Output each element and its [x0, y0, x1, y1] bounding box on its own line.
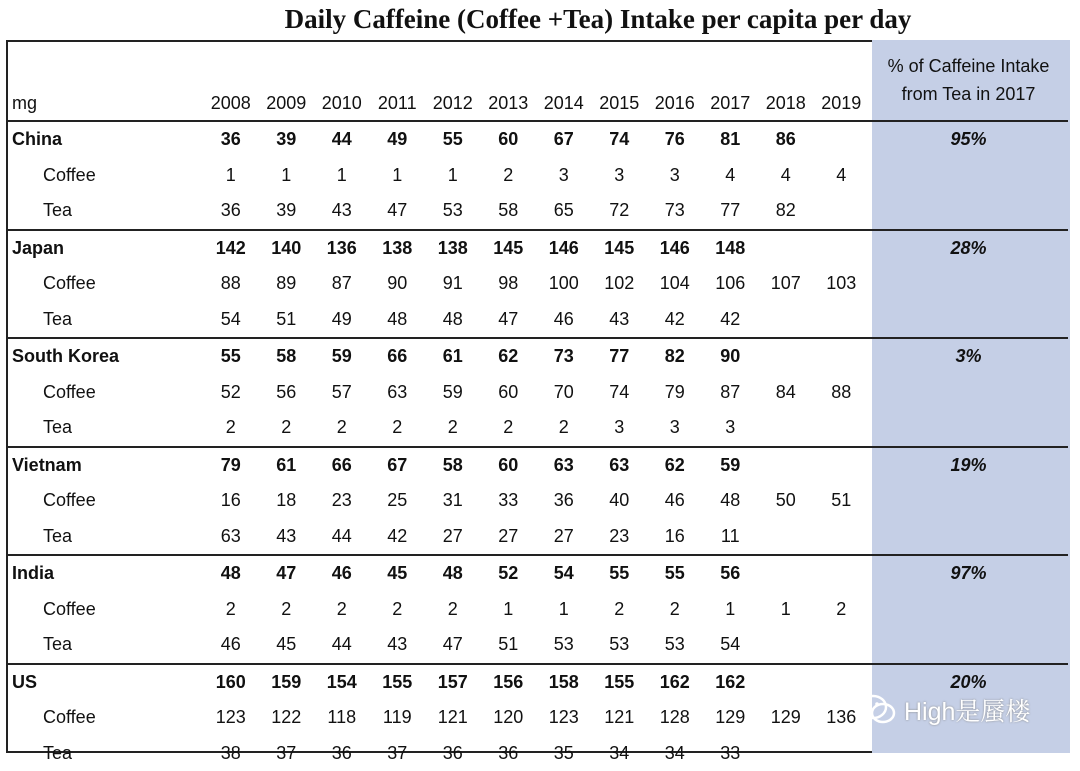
value-cell: 47 — [481, 302, 537, 339]
value-cell — [814, 193, 870, 230]
value-cell: 2 — [536, 410, 592, 447]
value-cell: 1 — [758, 592, 814, 628]
value-cell: 63 — [592, 447, 648, 484]
country-label: South Korea — [6, 338, 203, 375]
value-cell: 36 — [481, 736, 537, 771]
value-cell: 38 — [203, 736, 259, 771]
value-cell: 37 — [370, 736, 426, 771]
pct-empty-cell — [869, 736, 1068, 771]
value-cell: 63 — [203, 519, 259, 556]
value-cell: 81 — [703, 121, 759, 158]
value-cell: 46 — [203, 627, 259, 664]
value-cell: 46 — [536, 302, 592, 339]
tea-label: Tea — [6, 627, 203, 664]
value-cell: 86 — [758, 121, 814, 158]
value-cell: 91 — [425, 266, 481, 302]
value-cell: 104 — [647, 266, 703, 302]
country-label: Japan — [6, 230, 203, 267]
table-row — [6, 627, 1068, 664]
value-cell: 27 — [536, 519, 592, 556]
value-cell: 43 — [259, 519, 315, 556]
value-cell: 53 — [592, 627, 648, 664]
table-row — [6, 483, 1068, 519]
value-cell: 43 — [370, 627, 426, 664]
value-cell: 52 — [481, 555, 537, 592]
year-header: 2018 — [758, 40, 814, 121]
value-cell — [814, 121, 870, 158]
value-cell — [758, 555, 814, 592]
value-cell: 155 — [592, 664, 648, 701]
value-cell: 3 — [592, 158, 648, 194]
country-label: Vietnam — [6, 447, 203, 484]
value-cell — [758, 736, 814, 771]
pct-header — [869, 40, 1068, 121]
table-row — [6, 338, 1068, 375]
value-cell: 2 — [259, 410, 315, 447]
value-cell: 4 — [814, 158, 870, 194]
wechat-icon — [858, 693, 898, 727]
value-cell: 146 — [647, 230, 703, 267]
value-cell: 82 — [758, 193, 814, 230]
value-cell: 136 — [314, 230, 370, 267]
coffee-label: Coffee — [6, 592, 203, 628]
value-cell: 59 — [425, 375, 481, 411]
value-cell — [758, 447, 814, 484]
year-header: 2019 — [814, 40, 870, 121]
value-cell — [758, 302, 814, 339]
value-cell: 77 — [703, 193, 759, 230]
value-cell — [814, 555, 870, 592]
value-cell: 48 — [425, 302, 481, 339]
value-cell: 60 — [481, 121, 537, 158]
year-header: 2016 — [647, 40, 703, 121]
value-cell: 3 — [647, 410, 703, 447]
tea-label: Tea — [6, 410, 203, 447]
value-cell: 2 — [425, 592, 481, 628]
value-cell: 58 — [259, 338, 315, 375]
value-cell: 73 — [647, 193, 703, 230]
value-cell: 46 — [314, 555, 370, 592]
table-row — [6, 230, 1068, 267]
value-cell: 1 — [203, 158, 259, 194]
value-cell: 146 — [536, 230, 592, 267]
tea-share-cell: 97% — [869, 555, 1068, 592]
value-cell: 2 — [370, 410, 426, 447]
value-cell: 49 — [370, 121, 426, 158]
value-cell: 2 — [203, 592, 259, 628]
value-cell: 72 — [592, 193, 648, 230]
value-cell — [758, 230, 814, 267]
value-cell — [758, 410, 814, 447]
value-cell: 63 — [536, 447, 592, 484]
value-cell: 1 — [370, 158, 426, 194]
value-cell: 74 — [592, 121, 648, 158]
value-cell: 2 — [814, 592, 870, 628]
value-cell: 90 — [370, 266, 426, 302]
value-cell: 128 — [647, 700, 703, 736]
value-cell: 44 — [314, 627, 370, 664]
value-cell: 47 — [425, 627, 481, 664]
value-cell: 129 — [703, 700, 759, 736]
value-cell: 63 — [370, 375, 426, 411]
value-cell: 88 — [203, 266, 259, 302]
value-cell: 27 — [481, 519, 537, 556]
value-cell: 50 — [758, 483, 814, 519]
value-cell: 79 — [203, 447, 259, 484]
value-cell: 2 — [259, 592, 315, 628]
value-cell: 36 — [314, 736, 370, 771]
country-label: US — [6, 664, 203, 701]
value-cell: 120 — [481, 700, 537, 736]
value-cell: 2 — [314, 410, 370, 447]
value-cell: 60 — [481, 375, 537, 411]
pct-empty-cell — [869, 627, 1068, 664]
table-row — [6, 158, 1068, 194]
value-cell: 61 — [425, 338, 481, 375]
country-label: China — [6, 121, 203, 158]
value-cell: 79 — [647, 375, 703, 411]
pct-empty-cell — [869, 410, 1068, 447]
value-cell: 48 — [203, 555, 259, 592]
value-cell: 16 — [203, 483, 259, 519]
value-cell: 129 — [758, 700, 814, 736]
value-cell: 119 — [370, 700, 426, 736]
tea-share-cell: 28% — [869, 230, 1068, 267]
value-cell: 142 — [203, 230, 259, 267]
watermark-text: High是蜃楼 — [904, 692, 1030, 728]
value-cell: 43 — [314, 193, 370, 230]
value-cell: 42 — [370, 519, 426, 556]
value-cell: 107 — [758, 266, 814, 302]
value-cell: 2 — [481, 158, 537, 194]
value-cell: 25 — [370, 483, 426, 519]
value-cell: 43 — [592, 302, 648, 339]
coffee-label: Coffee — [6, 266, 203, 302]
value-cell: 34 — [592, 736, 648, 771]
value-cell: 35 — [536, 736, 592, 771]
value-cell — [814, 302, 870, 339]
value-cell: 158 — [536, 664, 592, 701]
value-cell: 54 — [536, 555, 592, 592]
year-header: 2014 — [536, 40, 592, 121]
value-cell — [758, 627, 814, 664]
tea-label: Tea — [6, 302, 203, 339]
coffee-label: Coffee — [6, 483, 203, 519]
value-cell: 73 — [536, 338, 592, 375]
value-cell: 3 — [647, 158, 703, 194]
value-cell: 57 — [314, 375, 370, 411]
value-cell: 58 — [425, 447, 481, 484]
value-cell: 37 — [259, 736, 315, 771]
value-cell: 59 — [314, 338, 370, 375]
pct-empty-cell — [869, 483, 1068, 519]
value-cell: 82 — [647, 338, 703, 375]
value-cell: 77 — [592, 338, 648, 375]
value-cell: 136 — [814, 700, 870, 736]
value-cell: 55 — [647, 555, 703, 592]
value-cell: 16 — [647, 519, 703, 556]
value-cell: 84 — [758, 375, 814, 411]
value-cell: 31 — [425, 483, 481, 519]
value-cell: 1 — [425, 158, 481, 194]
value-cell: 1 — [703, 592, 759, 628]
value-cell: 123 — [203, 700, 259, 736]
value-cell: 121 — [592, 700, 648, 736]
table-row — [6, 592, 1068, 628]
value-cell — [758, 664, 814, 701]
table-row — [6, 410, 1068, 447]
value-cell — [814, 736, 870, 771]
value-cell: 58 — [481, 193, 537, 230]
watermark — [858, 690, 1030, 730]
tea-share-cell: 3% — [869, 338, 1068, 375]
table-row — [6, 375, 1068, 411]
year-header: 2009 — [259, 40, 315, 121]
value-cell: 18 — [259, 483, 315, 519]
tea-share-cell: 20% — [869, 664, 1068, 701]
value-cell: 39 — [259, 193, 315, 230]
value-cell: 48 — [370, 302, 426, 339]
value-cell: 89 — [259, 266, 315, 302]
value-cell: 154 — [314, 664, 370, 701]
value-cell: 87 — [703, 375, 759, 411]
value-cell — [814, 230, 870, 267]
value-cell: 61 — [259, 447, 315, 484]
value-cell: 2 — [314, 592, 370, 628]
value-cell: 51 — [481, 627, 537, 664]
value-cell: 45 — [370, 555, 426, 592]
value-cell — [814, 519, 870, 556]
value-cell: 1 — [259, 158, 315, 194]
value-cell: 87 — [314, 266, 370, 302]
year-header: 2008 — [203, 40, 259, 121]
tea-share-cell: 19% — [869, 447, 1068, 484]
coffee-label: Coffee — [6, 700, 203, 736]
value-cell: 34 — [647, 736, 703, 771]
value-cell: 2 — [592, 592, 648, 628]
value-cell: 40 — [592, 483, 648, 519]
table-row — [6, 193, 1068, 230]
value-cell: 90 — [703, 338, 759, 375]
value-cell: 33 — [703, 736, 759, 771]
value-cell: 70 — [536, 375, 592, 411]
pct-empty-cell — [869, 519, 1068, 556]
value-cell: 46 — [647, 483, 703, 519]
value-cell: 102 — [592, 266, 648, 302]
value-cell: 67 — [536, 121, 592, 158]
value-cell: 55 — [425, 121, 481, 158]
caffeine-table — [6, 40, 1068, 771]
value-cell: 103 — [814, 266, 870, 302]
value-cell — [758, 338, 814, 375]
unit-label: mg — [6, 40, 203, 121]
value-cell: 53 — [647, 627, 703, 664]
value-cell: 55 — [592, 555, 648, 592]
tea-label: Tea — [6, 736, 203, 771]
year-header: 2012 — [425, 40, 481, 121]
tea-label: Tea — [6, 519, 203, 556]
value-cell: 44 — [314, 121, 370, 158]
value-cell: 138 — [425, 230, 481, 267]
value-cell: 36 — [425, 736, 481, 771]
value-cell: 98 — [481, 266, 537, 302]
table-row — [6, 121, 1068, 158]
pct-empty-cell — [869, 375, 1068, 411]
value-cell: 3 — [592, 410, 648, 447]
value-cell: 44 — [314, 519, 370, 556]
value-cell: 51 — [259, 302, 315, 339]
value-cell: 1 — [314, 158, 370, 194]
tea-share-cell: 95% — [869, 121, 1068, 158]
value-cell: 2 — [481, 410, 537, 447]
value-cell: 1 — [536, 592, 592, 628]
value-cell: 51 — [814, 483, 870, 519]
value-cell: 76 — [647, 121, 703, 158]
value-cell: 23 — [314, 483, 370, 519]
value-cell: 88 — [814, 375, 870, 411]
value-cell: 157 — [425, 664, 481, 701]
value-cell: 65 — [536, 193, 592, 230]
value-cell: 156 — [481, 664, 537, 701]
pct-empty-cell — [869, 592, 1068, 628]
pct-header-line-2: from Tea in 2017 — [869, 80, 1068, 108]
value-cell: 100 — [536, 266, 592, 302]
table-row — [6, 266, 1068, 302]
value-cell: 118 — [314, 700, 370, 736]
value-cell: 67 — [370, 447, 426, 484]
value-cell: 47 — [259, 555, 315, 592]
value-cell: 33 — [481, 483, 537, 519]
value-cell: 60 — [481, 447, 537, 484]
value-cell: 62 — [481, 338, 537, 375]
value-cell: 54 — [703, 627, 759, 664]
value-cell — [814, 410, 870, 447]
year-header: 2010 — [314, 40, 370, 121]
value-cell: 145 — [592, 230, 648, 267]
table-row — [6, 736, 1068, 771]
value-cell: 36 — [203, 193, 259, 230]
value-cell: 27 — [425, 519, 481, 556]
pct-empty-cell — [869, 158, 1068, 194]
value-cell: 66 — [314, 447, 370, 484]
year-header: 2015 — [592, 40, 648, 121]
value-cell: 56 — [703, 555, 759, 592]
value-cell: 1 — [481, 592, 537, 628]
value-cell: 74 — [592, 375, 648, 411]
value-cell: 23 — [592, 519, 648, 556]
value-cell: 55 — [203, 338, 259, 375]
value-cell: 47 — [370, 193, 426, 230]
value-cell: 56 — [259, 375, 315, 411]
value-cell: 162 — [647, 664, 703, 701]
value-cell: 39 — [259, 121, 315, 158]
value-cell: 140 — [259, 230, 315, 267]
table-row — [6, 519, 1068, 556]
year-header: 2017 — [703, 40, 759, 121]
value-cell: 42 — [703, 302, 759, 339]
table-row — [6, 302, 1068, 339]
pct-empty-cell — [869, 193, 1068, 230]
tea-label: Tea — [6, 193, 203, 230]
value-cell: 106 — [703, 266, 759, 302]
value-cell: 59 — [703, 447, 759, 484]
value-cell: 11 — [703, 519, 759, 556]
coffee-label: Coffee — [6, 158, 203, 194]
table-row — [6, 555, 1068, 592]
value-cell: 145 — [481, 230, 537, 267]
pct-empty-cell — [869, 266, 1068, 302]
value-cell — [814, 338, 870, 375]
header-row — [6, 40, 1068, 121]
coffee-label: Coffee — [6, 375, 203, 411]
value-cell: 48 — [425, 555, 481, 592]
value-cell — [758, 519, 814, 556]
value-cell: 66 — [370, 338, 426, 375]
value-cell: 45 — [259, 627, 315, 664]
value-cell: 54 — [203, 302, 259, 339]
value-cell: 2 — [647, 592, 703, 628]
value-cell: 159 — [259, 664, 315, 701]
pct-header-line-1: % of Caffeine Intake — [869, 52, 1068, 80]
value-cell: 4 — [758, 158, 814, 194]
value-cell: 121 — [425, 700, 481, 736]
pct-empty-cell — [869, 302, 1068, 339]
value-cell: 2 — [370, 592, 426, 628]
value-cell: 3 — [536, 158, 592, 194]
value-cell: 160 — [203, 664, 259, 701]
value-cell: 2 — [203, 410, 259, 447]
value-cell — [814, 627, 870, 664]
value-cell: 52 — [203, 375, 259, 411]
table-row — [6, 447, 1068, 484]
year-header: 2011 — [370, 40, 426, 121]
value-cell: 53 — [536, 627, 592, 664]
country-label: India — [6, 555, 203, 592]
year-header: 2013 — [481, 40, 537, 121]
value-cell: 4 — [703, 158, 759, 194]
value-cell: 53 — [425, 193, 481, 230]
value-cell: 138 — [370, 230, 426, 267]
value-cell: 36 — [203, 121, 259, 158]
value-cell: 123 — [536, 700, 592, 736]
value-cell: 162 — [703, 664, 759, 701]
value-cell: 122 — [259, 700, 315, 736]
value-cell: 42 — [647, 302, 703, 339]
value-cell: 48 — [703, 483, 759, 519]
value-cell: 3 — [703, 410, 759, 447]
value-cell: 36 — [536, 483, 592, 519]
value-cell: 155 — [370, 664, 426, 701]
value-cell: 62 — [647, 447, 703, 484]
chart-title: Daily Caffeine (Coffee +Tea) Intake per capita per day — [0, 4, 1080, 35]
value-cell: 148 — [703, 230, 759, 267]
value-cell — [814, 447, 870, 484]
value-cell: 2 — [425, 410, 481, 447]
value-cell: 49 — [314, 302, 370, 339]
